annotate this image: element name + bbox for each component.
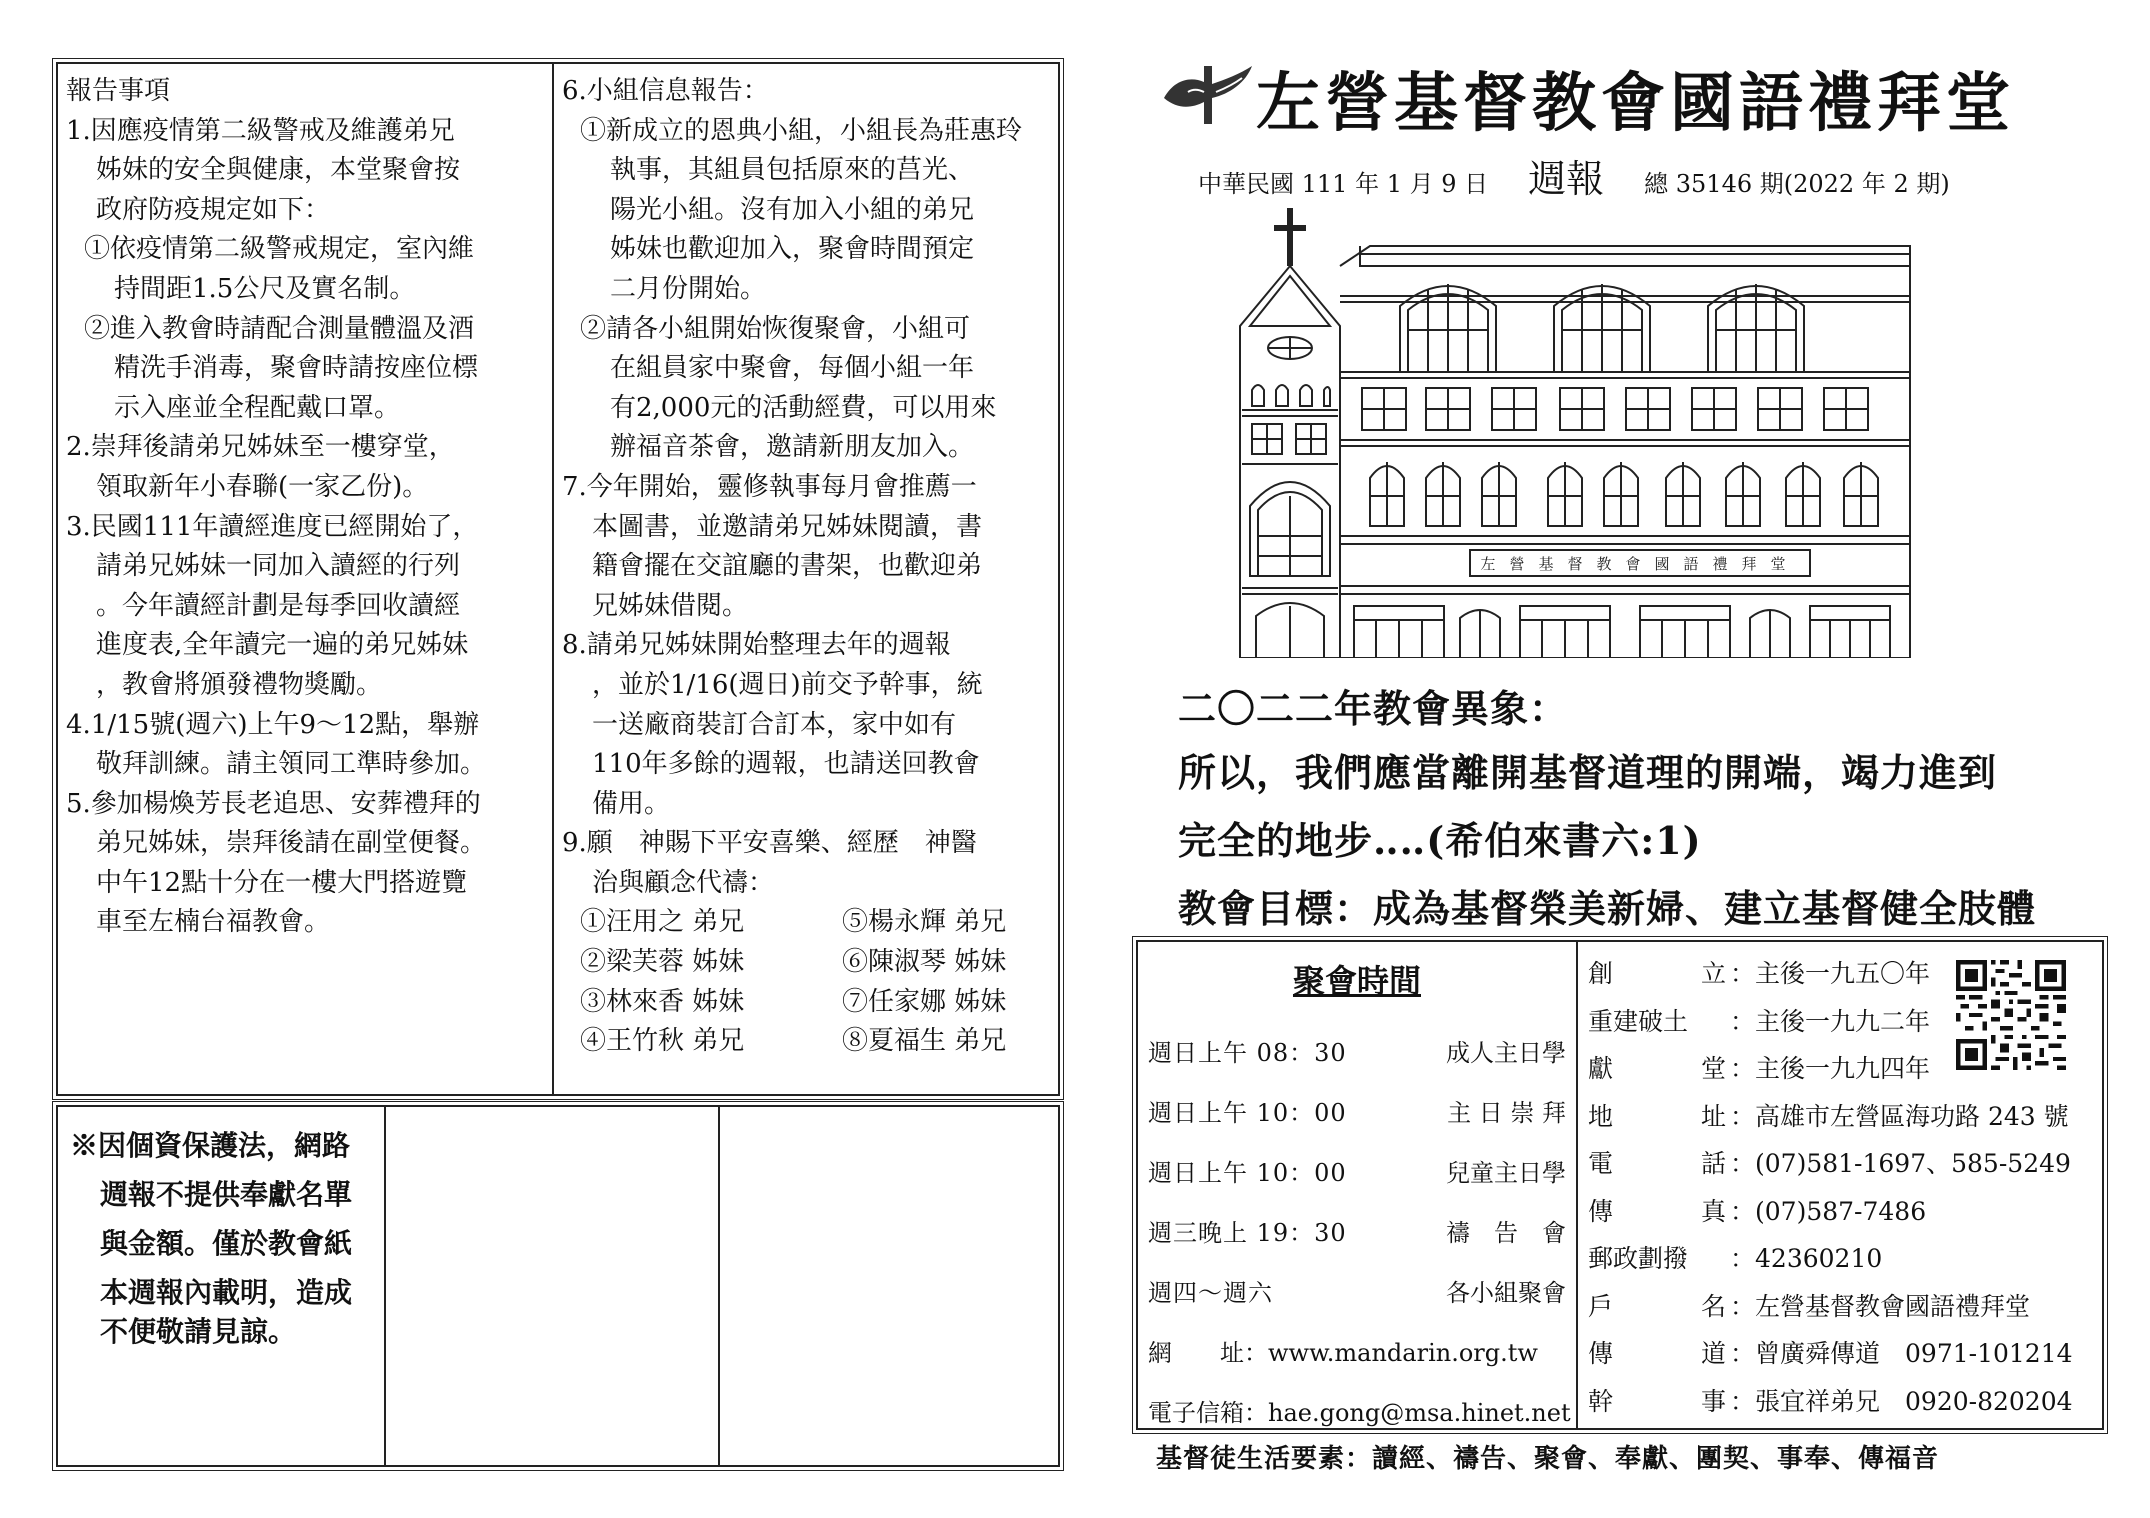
info-value: 42360210: [1755, 1244, 1883, 1273]
announcement-text: 中午12點十分在一樓大門搭遊覽: [96, 867, 468, 898]
website-link[interactable]: 網 址：www.mandarin.org.tw: [1148, 1338, 1538, 1367]
info-value: 左營基督教會國語禮拜堂: [1755, 1291, 2031, 1321]
announcements-heading: 報告事項: [66, 76, 171, 106]
donation-notice-line: ※因個資保護法，網路: [70, 1129, 351, 1162]
announcement-text: 政府防疫規定如下：: [96, 194, 331, 225]
meeting-name: 各小組聚會: [1446, 1278, 1566, 1307]
bulletin-subheader: [1198, 148, 1950, 203]
dove-cross-logo-icon: [1160, 58, 1254, 128]
email-row: [1148, 1380, 1571, 1440]
announcement-text: 兄姊妹借閱。: [592, 590, 749, 621]
church-details: [1580, 942, 2102, 1428]
announcement-subitem: ②請各小組開始恢復聚會，小組可: [580, 313, 971, 344]
building-sign-text: 左營基督教會國語禮拜堂: [1480, 555, 1800, 573]
announcement-item-8: 8.請弟兄姊妹開始整理去年的週報: [562, 630, 951, 661]
announcement-text: 敬拜訓練。請主領同工準時參加。: [96, 749, 487, 780]
announcement-text: 領取新年小春聯(一家乙份)。: [96, 471, 429, 502]
announcement-text: 有2,000元的活動經費，可以用來: [610, 392, 997, 423]
bulletin-issue: 總 35146 期(2022 年 2 期): [1644, 170, 1950, 198]
info-label: 重建破土: [1588, 1006, 1689, 1036]
meeting-row: [1148, 1080, 1566, 1140]
info-row: 郵政劃撥 ： 42360210: [1588, 1235, 2102, 1283]
prayer-row: [562, 903, 1052, 943]
announcements-column-left: [58, 64, 554, 1094]
info-row: 幹 事 ： 張宜祥弟兄 0920-820204: [1588, 1378, 2102, 1426]
vision-verse-line: 所以，我們應當離開基督道理的開端，竭力進到: [1178, 750, 1998, 795]
meeting-name: 主 日 崇 拜: [1447, 1098, 1566, 1127]
announcement-item-4: 4.1/15號(週六)上午9～12點，舉辦: [66, 709, 480, 740]
announcement-subitem: ①依疫情第二級警戒規定，室內維: [84, 234, 475, 265]
vision-verse-line: 完全的地步‥‥(希伯來書六:1): [1178, 818, 1702, 863]
meeting-time: 週日上午 08：30: [1148, 1038, 1347, 1067]
info-value: 曾廣舜傳道 0971-101214: [1755, 1339, 2073, 1368]
announcement-text: 籍會擺在交誼廳的書架，也歡迎弟: [592, 551, 983, 582]
announcement-text: 精洗手消毒，聚會時請按座位標: [114, 353, 479, 384]
prayer-name: ⑧夏福生 弟兄: [842, 1026, 1007, 1057]
info-value: 主後一九九四年: [1755, 1054, 1931, 1083]
vision-heading: 二〇二二年教會異象：: [1178, 686, 1569, 731]
info-row: 傳 真 ： (07)587-7486: [1588, 1188, 2102, 1236]
info-label: 電 話: [1588, 1149, 1726, 1178]
meeting-time: 週三晚上 19：30: [1148, 1218, 1347, 1247]
announcement-text: 二月份開始。: [610, 273, 767, 304]
info-value: 主後一九五〇年: [1755, 959, 1931, 988]
info-label: 地 址: [1588, 1101, 1726, 1131]
info-row: 電 話 ： (07)581-1697、585-5249: [1588, 1140, 2102, 1188]
meeting-name: 成人主日學: [1446, 1038, 1566, 1067]
announcement-text: 示入座並全程配戴口罩。: [114, 392, 401, 423]
announcement-text: 車至左楠台福教會。: [96, 907, 331, 938]
donation-notice-line: 本週報內載明，造成: [100, 1276, 353, 1309]
meeting-name: 禱 告 會: [1446, 1218, 1566, 1247]
announcement-item-6: 6.小組信息報告：: [562, 76, 769, 106]
bulletin-date: 中華民國 111 年 1 月 9 日: [1198, 170, 1489, 198]
announcement-text: 請弟兄姊妹一同加入讀經的行列: [96, 551, 461, 582]
info-row: 傳 道 ： 曾廣舜傳道 0971-101214: [1588, 1330, 2102, 1378]
announcement-text: 治與顧念代禱：: [592, 867, 775, 898]
prayer-name: ①汪用之 弟兄: [580, 907, 745, 938]
announcement-text: 姊妹也歡迎加入，聚會時間預定: [610, 234, 975, 265]
meeting-time: 週四～週六: [1148, 1278, 1273, 1307]
info-row: 創 立 ： 主後一九五〇年: [1588, 950, 2102, 998]
info-label: 創 立: [1588, 959, 1726, 988]
info-label: 獻 堂: [1588, 1054, 1726, 1083]
announcement-text: 本圖書，並邀請弟兄姊妹閱讀，書: [592, 511, 983, 542]
info-label: 傳 真: [1588, 1196, 1726, 1226]
prayer-name: ③林來香 姊妹: [580, 986, 745, 1017]
info-row: 獻 堂 ： 主後一九九四年: [1588, 1045, 2102, 1093]
announcement-text: 持間距1.5公尺及實名制。: [114, 273, 416, 304]
announcements-box: [56, 62, 1060, 1096]
prayer-name: ④王竹秋 弟兄: [580, 1026, 745, 1057]
donation-notice: [58, 1107, 386, 1465]
info-value: 主後一九九二年: [1755, 1006, 1931, 1036]
donation-notice-line: 與金額。僅於教會紙: [100, 1227, 353, 1260]
announcement-item-1: 1.因應疫情第二級警戒及維護弟兄: [66, 115, 455, 146]
meeting-row: [1148, 1260, 1566, 1320]
announcement-text: 在組員家中聚會，每個小組一年: [610, 353, 975, 384]
qr-code-icon[interactable]: [1956, 960, 2066, 1070]
website-row: [1148, 1320, 1566, 1380]
announcement-item-9: 9.願 神賜下平安喜樂、經歷 神醫: [562, 828, 977, 859]
info-value: (07)587-7486: [1755, 1196, 1927, 1226]
info-row: 地 址 ： 高雄市左營區海功路 243 號: [1588, 1093, 2102, 1141]
prayer-row: [562, 983, 1052, 1023]
info-label: 傳 道: [1588, 1339, 1726, 1368]
announcement-text: 110年多餘的週報，也請送回教會: [592, 749, 980, 780]
meeting-times-title: 聚會時間: [1292, 962, 1421, 1000]
info-label: 戶 名: [1588, 1291, 1726, 1321]
footer-christian-life-essentials: 基督徒生活要素：讀經、禱告、聚會、奉獻、團契、事奉、傳福音: [1156, 1444, 1940, 1474]
bulletin-label: 週報: [1528, 157, 1605, 201]
announcement-subitem: ①新成立的恩典小組，小組長為莊惠玲: [580, 115, 1023, 146]
church-name-title: 左營基督教會國語禮拜堂: [1256, 66, 2015, 141]
info-value: 高雄市左營區海功路 243 號: [1755, 1101, 2069, 1131]
announcement-item-5: 5.參加楊煥芳長老追思、安葬禮拜的: [66, 788, 481, 819]
donation-notice-line: 週報不提供奉獻名單: [100, 1178, 353, 1211]
announcement-text: 進度表,全年讀完一遍的弟兄姊妹: [96, 630, 469, 661]
donation-box: [56, 1105, 1060, 1467]
prayer-row: [562, 1022, 1052, 1062]
announcements-column-right: [554, 64, 1058, 1094]
announcement-item-3: 3.民國111年讀經進度已經開始了，: [66, 511, 479, 542]
email-link[interactable]: 電子信箱：hae.gong@msa.hinet.net: [1148, 1398, 1571, 1427]
meeting-row: [1148, 1140, 1566, 1200]
announcement-text: ，並於1/16(週日)前交予幹事，統: [592, 669, 983, 700]
info-label: 幹 事: [1588, 1386, 1726, 1416]
info-value: (07)581-1697、585-5249: [1755, 1149, 2071, 1178]
prayer-name: ⑤楊永輝 弟兄: [842, 907, 1007, 938]
announcement-text: 一送廠商裝訂合訂本，家中如有: [592, 709, 957, 740]
announcement-text: ，教會將頒發禮物獎勵。: [96, 669, 383, 700]
donation-notice-line: 不便敬請見諒。: [100, 1315, 297, 1348]
meeting-time: 週日上午 10：00: [1148, 1098, 1347, 1127]
announcement-text: 。今年讀經計劃是每季回收讀經: [96, 590, 461, 621]
meeting-row: [1148, 1200, 1566, 1260]
info-label: 郵政劃撥: [1588, 1244, 1689, 1273]
info-row: 戶 名 ： 左營基督教會國語禮拜堂: [1588, 1283, 2102, 1331]
announcement-text: 辦福音茶會，邀請新朋友加入。: [610, 432, 975, 463]
announcement-text: 弟兄姊妹，崇拜後請在副堂便餐。: [96, 828, 487, 859]
announcement-text: 姊妹的安全與健康，本堂聚會按: [96, 155, 461, 186]
info-value: 張宜祥弟兄 0920-820204: [1755, 1386, 2073, 1416]
prayer-name: ⑦任家娜 姊妹: [842, 986, 1007, 1017]
church-info-box: [1136, 940, 2104, 1430]
announcement-item-2: 2.崇拜後請弟兄姊妹至一樓穿堂，: [66, 432, 455, 463]
meeting-times: [1138, 942, 1578, 1428]
prayer-row: [562, 943, 1052, 983]
donation-empty-column: [388, 1107, 720, 1465]
announcement-item-7: 7.今年開始，靈修執事每月會推薦一: [562, 471, 977, 502]
prayer-name: ②梁芙蓉 姊妹: [580, 947, 745, 978]
church-building-illustration: [1230, 206, 1920, 658]
announcement-text: 備用。: [592, 788, 671, 819]
church-goal: 教會目標：成為基督榮美新婦、建立基督健全肢體: [1178, 886, 2037, 931]
announcement-text: 執事，其組員包括原來的莒光、: [610, 155, 975, 186]
meeting-name: 兒童主日學: [1446, 1158, 1566, 1187]
meeting-row: [1148, 1020, 1566, 1080]
meeting-time: 週日上午 10：00: [1148, 1158, 1347, 1187]
announcement-subitem: ②進入教會時請配合測量體溫及酒: [84, 313, 475, 344]
info-row: 重建破土 ： 主後一九九二年: [1588, 998, 2102, 1046]
prayer-name: ⑥陳淑琴 姊妹: [842, 947, 1007, 978]
announcement-text: 陽光小組。沒有加入小組的弟兄: [610, 194, 975, 225]
